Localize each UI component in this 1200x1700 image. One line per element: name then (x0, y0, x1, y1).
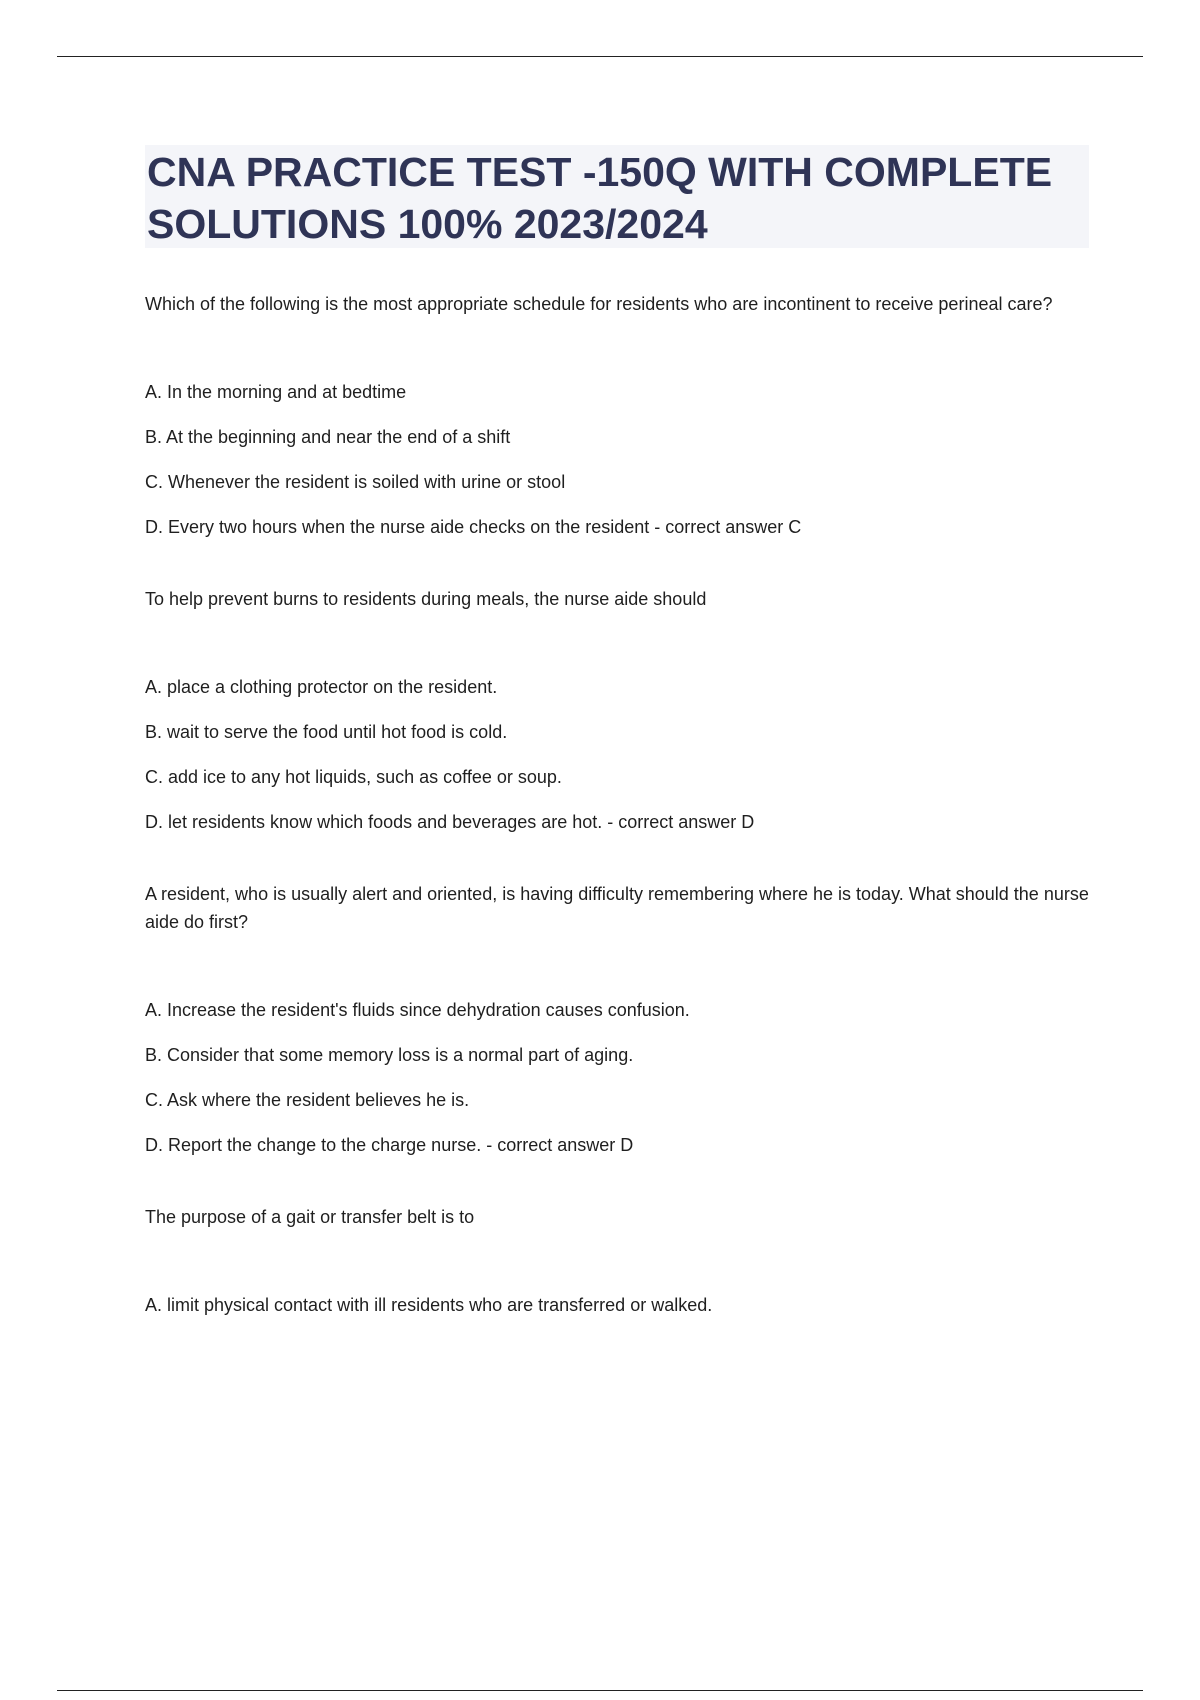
top-rule (57, 56, 1143, 57)
bottom-rule (57, 1690, 1143, 1691)
answer-option: D. Report the change to the charge nurse. - correct answer D (145, 1135, 634, 1155)
document-title: CNA PRACTICE TEST -150Q WITH COMPLETE SOLUTIONS 100% 2023/2024 (147, 149, 1053, 247)
question-list (145, 290, 1089, 1338)
answer-options (145, 1293, 1089, 1318)
answer-option: D. Every two hours when the nurse aide checks on the resident - correct answer C (145, 517, 802, 537)
question-text: To help prevent burns to residents during meals, the nurse aide should (145, 589, 707, 609)
answer-option: A. place a clothing protector on the resident. (145, 677, 498, 697)
question-text: The purpose of a gait or transfer belt is to (145, 1207, 475, 1227)
question-block (145, 290, 1089, 540)
answer-options (145, 380, 1089, 540)
title-banner (145, 145, 1089, 248)
question-block (145, 585, 1089, 835)
answer-option: B. Consider that some memory loss is a normal part of aging. (145, 1045, 634, 1065)
answer-option: B. wait to serve the food until hot food is cold. (145, 722, 508, 742)
answer-option: A. Increase the resident's fluids since dehydration causes confusion. (145, 1000, 690, 1020)
answer-options (145, 998, 1089, 1158)
answer-option: B. At the beginning and near the end of a shift (145, 427, 511, 447)
answer-option: C. Ask where the resident believes he is. (145, 1090, 470, 1110)
question-text: Which of the following is the most appropriate schedule for residents who are incontinent to receive perineal care? (145, 294, 1053, 314)
answer-option: A. In the morning and at bedtime (145, 382, 407, 402)
answer-option: D. let residents know which foods and beverages are hot. - correct answer D (145, 812, 755, 832)
answer-options (145, 675, 1089, 835)
question-block (145, 1203, 1089, 1318)
answer-option: A. limit physical contact with ill residents who are transferred or walked. (145, 1295, 713, 1315)
answer-option: C. Whenever the resident is soiled with urine or stool (145, 472, 566, 492)
question-block (145, 880, 1089, 1158)
question-text: A resident, who is usually alert and oriented, is having difficulty remembering where he is today. What should the nurse aide do first? (145, 884, 1089, 932)
answer-option: C. add ice to any hot liquids, such as coffee or soup. (145, 767, 562, 787)
